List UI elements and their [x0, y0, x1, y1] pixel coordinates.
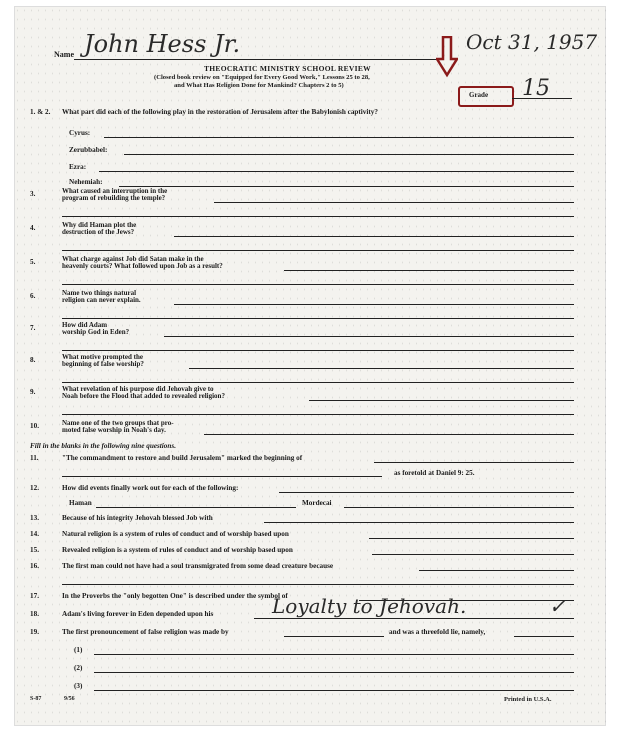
answer-line [62, 350, 574, 351]
answer-line [369, 538, 574, 539]
q19-item-2: (2) [74, 664, 83, 672]
answer-line [96, 507, 296, 508]
answer-line [204, 434, 574, 435]
q15-text: Revealed religion is a system of rules of conduct and of worship based upon [62, 546, 293, 554]
answer-line [62, 476, 382, 477]
q19-item-3: (3) [74, 682, 83, 690]
q11-number: 11. [30, 454, 39, 462]
review-sheet [14, 6, 606, 726]
check-mark-icon: ✓ [549, 594, 566, 618]
q14-number: 14. [30, 530, 39, 538]
q11-tail: as foretold at Daniel 9: 25. [394, 469, 475, 477]
q9-text: What revelation of his purpose did Jehovah give to Noah before the Flood that added to revealed religion? [62, 385, 225, 401]
q16-number: 16. [30, 562, 39, 570]
q18-text: Adam's living forever in Eden depended upon his [62, 610, 214, 618]
name-label: Name [54, 50, 74, 59]
fill-instruction: Fill in the blanks in the following nine questions. [30, 442, 176, 450]
answer-line [344, 507, 574, 508]
answer-line [62, 284, 574, 285]
q5-text: What charge against Job did Satan make in the heavenly courts? What followed upon Job as a result? [62, 255, 223, 271]
q19-tail: and was a threefold lie, namely, [389, 628, 486, 636]
haman-label: Haman [69, 499, 92, 507]
q4-text: Why did Haman plot the destruction of the Jews? [62, 221, 137, 237]
grade-value: 15 [522, 76, 550, 101]
answer-line [99, 171, 574, 172]
q18-answer: Loyalty to Jehovah. [272, 594, 467, 618]
form-subtitle-2: and What Has Religion Done for Mankind? Chapters 2 to 5) [174, 82, 344, 89]
answer-line [174, 236, 574, 237]
answer-line [309, 400, 574, 401]
mordecai-label: Mordecai [302, 499, 332, 507]
q17-text: In the Proverbs the "only begotten One" is described under the symbol of [62, 592, 288, 600]
answer-line [372, 554, 574, 555]
q4-number: 4. [30, 224, 36, 232]
q17-number: 17. [30, 592, 39, 600]
answer-line [284, 270, 574, 271]
form-subtitle-1: (Closed book review on "Equipped for Every Good Work," Lessons 25 to 28, [154, 74, 370, 81]
answer-line [124, 154, 574, 155]
answer-line [62, 250, 574, 251]
q12-number: 12. [30, 484, 39, 492]
grade-label: Grade [469, 91, 489, 99]
q3-number: 3. [30, 190, 36, 198]
answer-line [164, 336, 574, 337]
q8-number: 8. [30, 356, 36, 364]
q7-text: How did Adam worship God in Eden? [62, 321, 130, 337]
ezra-label: Ezra: [69, 163, 87, 171]
date-value: Oct 31, 1957 [466, 30, 598, 54]
name-value: John Hess Jr. [84, 30, 241, 58]
answer-line [62, 584, 574, 585]
q13-text: Because of his integrity Jehovah blessed Job with [62, 514, 213, 522]
q10-text: Name one of the two groups that pro- moted false worship in Noah's day. [62, 419, 174, 435]
q10-number: 10. [30, 422, 39, 430]
answer-line [104, 137, 574, 138]
form-code: S-87 [30, 696, 42, 702]
answer-line [94, 672, 574, 673]
cyrus-label: Cyrus: [69, 129, 91, 137]
q1-text: What part did each of the following play in the restoration of Jerusalem after the Babylonish captivity? [62, 108, 378, 116]
answer-line [514, 636, 574, 637]
printed-in: Printed in U.S.A. [504, 696, 552, 703]
q11-text: "The commandment to restore and build Jerusalem" marked the beginning of [62, 454, 303, 462]
q15-number: 15. [30, 546, 39, 554]
q14-text: Natural religion is a system of rules of conduct and of worship based upon [62, 530, 289, 538]
name-line [74, 59, 444, 60]
answer-line [374, 462, 574, 463]
q16-text: The first man could not have had a soul transmigrated from some dead creature because [62, 562, 334, 570]
answer-line [62, 414, 574, 415]
answer-line [419, 570, 574, 571]
answer-line [119, 186, 574, 187]
answer-line [62, 318, 574, 319]
answer-line [94, 654, 574, 655]
answer-line [254, 618, 574, 619]
answer-line [62, 382, 574, 383]
answer-line [174, 304, 574, 305]
answer-line [189, 368, 574, 369]
answer-line [284, 636, 384, 637]
q19-item-1: (1) [74, 646, 83, 654]
q6-text: Name two things natural religion can never explain. [62, 289, 141, 305]
nehemiah-label: Nehemiah: [69, 178, 103, 186]
form-date: 9/56 [64, 696, 75, 702]
zerubbabel-label: Zerubbabel: [69, 146, 108, 154]
answer-line [62, 216, 574, 217]
form-title: THEOCRATIC MINISTRY SCHOOL REVIEW [204, 64, 371, 73]
q5-number: 5. [30, 258, 36, 266]
q1-number: 1. & 2. [30, 108, 51, 116]
q19-text: The first pronouncement of false religion was made by [62, 628, 229, 636]
down-arrow-icon [436, 36, 458, 78]
answer-line [279, 492, 574, 493]
q8-text: What motive prompted the beginning of false worship? [62, 353, 144, 369]
answer-line [94, 690, 574, 691]
q9-number: 9. [30, 388, 36, 396]
q12-text: How did events finally work out for each of the following: [62, 484, 239, 492]
answer-line [214, 202, 574, 203]
q6-number: 6. [30, 292, 36, 300]
q19-number: 19. [30, 628, 39, 636]
q18-number: 18. [30, 610, 39, 618]
q3-text: What caused an interruption in the program of rebuilding the temple? [62, 187, 168, 203]
answer-line [264, 522, 574, 523]
q13-number: 13. [30, 514, 39, 522]
q7-number: 7. [30, 324, 36, 332]
